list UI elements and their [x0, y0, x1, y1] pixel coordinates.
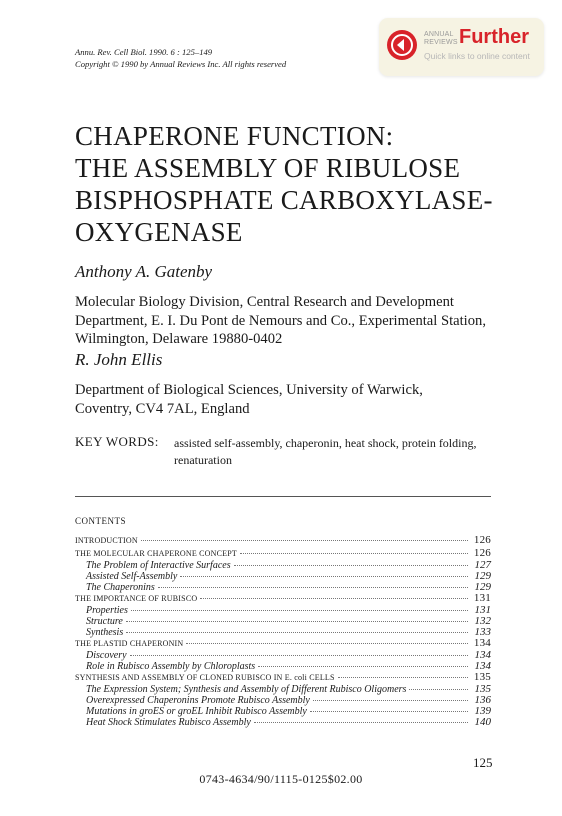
affiliation-line: Coventry, CV4 7AL, England — [75, 400, 250, 417]
toc-entry-label: The Expression System; Synthesis and Assembly of Different Rubisco Oligomers — [86, 684, 407, 696]
toc-subsection-entry[interactable] — [75, 716, 491, 727]
toc-leader-dots — [338, 669, 468, 678]
journal-citation — [75, 46, 286, 70]
toc-entry-label: Role in Rubisco Assembly by Chloroplasts — [86, 660, 256, 672]
affiliation-line: Department, E. I. Du Pont de Nemours and Co., Experimental Station, — [75, 312, 486, 329]
toc-entry-page: 132 — [474, 614, 491, 627]
toc-entry-page: 135 — [474, 683, 491, 696]
toc-leader-dots — [310, 703, 468, 712]
footer-code: 0743-4634/90/1115-0125$02.00 — [199, 772, 363, 786]
toc-entry-page: 134 — [474, 659, 491, 672]
play-arrow-icon — [387, 30, 417, 60]
toc-entry-page: 131 — [474, 604, 491, 617]
toc-entry-page: 129 — [474, 569, 491, 582]
journal-line: Annu. Rev. Cell Biol. 1990. 6 : 125–149 — [75, 47, 213, 57]
affiliation-line: Department of Biological Sciences, University of Warwick, — [75, 382, 423, 398]
toc-entry-label: Overexpressed Chaperonins Promote Rubisco Assembly — [86, 695, 310, 707]
toc-entry-page: 139 — [474, 704, 491, 717]
copyright-line: Copyright © 1990 by Annual Reviews Inc. All rights reserved — [75, 59, 287, 69]
toc-entry-label: SYNTHESIS AND ASSEMBLY OF CLONED RUBISCO IN E. coli CELLS — [75, 672, 335, 682]
toc-leader-dots — [141, 532, 468, 541]
toc-entry-page: 126 — [473, 546, 491, 559]
toc-entry-page: 134 — [474, 649, 491, 662]
toc-leader-dots — [126, 613, 468, 622]
toc-entry-label: Structure — [86, 615, 123, 627]
author-affiliation — [75, 293, 486, 349]
author-affiliation — [75, 381, 423, 418]
toc-entry-page: 127 — [474, 559, 491, 572]
title-line: OXYGENASE — [75, 217, 243, 247]
toc-leader-dots — [186, 635, 468, 644]
toc-entry-label: Assisted Self-Assembly — [86, 570, 178, 582]
title-line: BISPHOSPHATE CARBOXYLASE- — [75, 185, 493, 215]
toc-entry-page: 134 — [473, 636, 491, 649]
toc-leader-dots — [258, 658, 468, 667]
toc-entry-page: 133 — [474, 625, 491, 638]
affiliation-line: Molecular Biology Division, Central Research and Development — [75, 294, 454, 310]
badge-reviews-text: REVIEWS — [424, 39, 458, 46]
toc-leader-dots — [158, 579, 468, 588]
toc-leader-dots — [409, 681, 468, 690]
toc-entry-page: 131 — [473, 591, 491, 604]
toc-leader-dots — [200, 590, 468, 599]
toc-leader-dots — [313, 692, 468, 701]
page-number: 125 — [473, 755, 493, 770]
author-name: Anthony A. Gatenby — [75, 262, 213, 281]
author-name: R. John Ellis — [75, 350, 163, 369]
contents-heading: CONTENTS — [75, 516, 126, 526]
toc-entry-label: Heat Shock Stimulates Rubisco Assembly — [86, 716, 251, 728]
toc-entry-page: 136 — [474, 694, 491, 707]
affiliation-line: Wilmington, Delaware 19880-0402 — [75, 331, 283, 347]
badge-annual-text: ANNUAL — [424, 31, 454, 38]
table-of-contents — [75, 534, 491, 727]
article-title — [75, 120, 493, 248]
toc-entry-page: 126 — [473, 534, 491, 546]
further-links-badge[interactable] — [379, 18, 544, 76]
toc-leader-dots — [234, 557, 468, 566]
toc-entry-page: 140 — [474, 715, 491, 728]
toc-leader-dots — [254, 714, 468, 723]
toc-entry-page: 129 — [474, 580, 491, 593]
keywords-text: assisted self-assembly, chaperonin, heat shock, protein folding, renaturation — [174, 436, 477, 467]
toc-entry-label: THE IMPORTANCE OF RUBISCO — [75, 593, 198, 603]
keywords-label: KEY WORDS: — [75, 434, 159, 449]
toc-entry-label: The Problem of Interactive Surfaces — [86, 560, 231, 572]
toc-entry-label: The Chaperonins — [86, 581, 155, 593]
toc-leader-dots — [180, 568, 468, 577]
title-line: THE ASSEMBLY OF RIBULOSE — [75, 153, 461, 183]
toc-entry-label: INTRODUCTION — [75, 536, 138, 545]
title-line: CHAPERONE FUNCTION: — [75, 121, 394, 151]
toc-entry-label: Discovery — [86, 650, 127, 662]
badge-subtitle: Quick links to online content — [424, 51, 530, 61]
toc-leader-dots — [240, 545, 468, 554]
toc-leader-dots — [126, 624, 468, 633]
badge-further-text: Further — [459, 26, 529, 48]
toc-entry-label: THE MOLECULAR CHAPERONE CONCEPT — [75, 548, 237, 558]
toc-entry-label: Synthesis — [86, 626, 124, 638]
section-divider — [75, 496, 491, 497]
toc-entry-label: Mutations in groES or groEL Inhibit Rubisco Assembly — [86, 705, 307, 717]
toc-leader-dots — [131, 602, 468, 611]
toc-entry-page: 135 — [473, 670, 491, 683]
toc-leader-dots — [130, 647, 468, 656]
toc-entry-label: Properties — [86, 605, 128, 617]
toc-entry-label: THE PLASTID CHAPERONIN — [75, 638, 184, 648]
badge-publisher — [424, 31, 458, 47]
